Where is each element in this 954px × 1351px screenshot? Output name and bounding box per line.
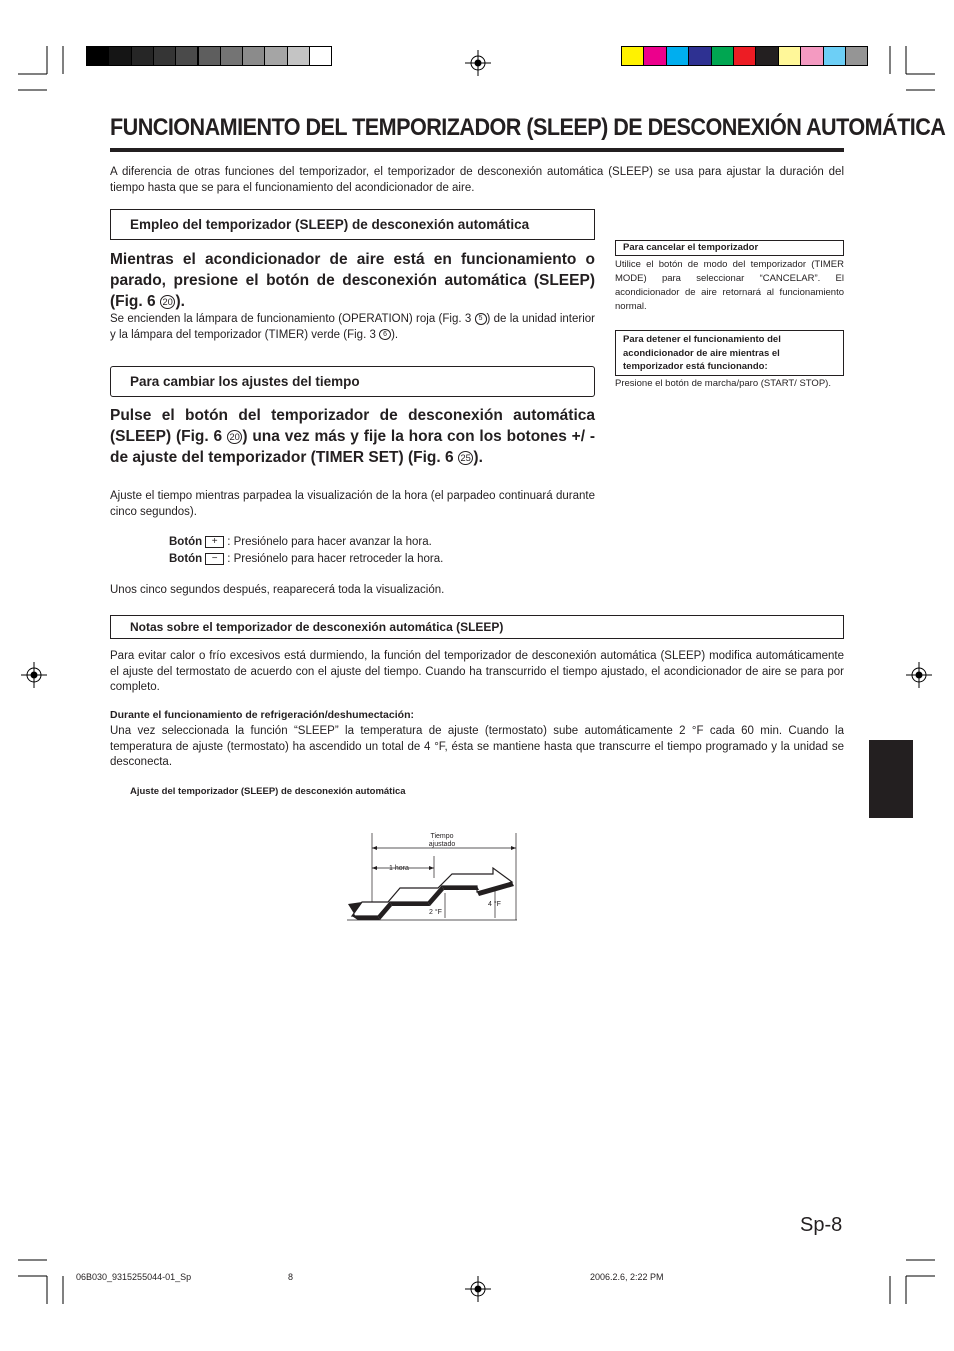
instruction-text: ).: [175, 293, 185, 310]
calibration-swatch: [733, 46, 756, 66]
calibration-swatch: [175, 46, 198, 66]
calibration-swatch: [264, 46, 287, 66]
section-heading-sleep-use: [110, 209, 595, 240]
label-1-hora: 1 hora: [389, 865, 409, 872]
registration-target-icon: [21, 662, 47, 688]
calibration-swatch: [778, 46, 801, 66]
page-number: Sp-8: [800, 1214, 843, 1236]
body-text: Se encienden la lámpara de funcionamiento (OPERATION) roja (Fig. 3: [110, 313, 475, 325]
calibration-swatch: [287, 46, 310, 66]
calibration-swatch: [688, 46, 711, 66]
instruction-text: ) una vez más y fije la hora con los botones +/ - de ajuste del temporizador (TIMER SET) (Fig. 6: [110, 428, 595, 466]
calibration-swatch: [621, 46, 644, 66]
minus-key-icon: −: [205, 553, 224, 565]
cooling-paragraph: Una vez seleccionada la función “SLEEP” la temperatura de ajuste (termostato) sube automáticamente 2 °F cada 60 min. Cuando la temperatura de ajuste (termostato) ha ascendido un total de 4 °F, ésta se mantiene hasta que transcurre el tiempo programado y la unidad se desconecta.: [110, 725, 844, 768]
calibration-swatch: [711, 46, 734, 66]
label-ajustado: ajustado: [428, 841, 456, 848]
registration-target-icon: [465, 1276, 491, 1302]
plus-description: : Presiónelo para hacer avanzar la hora.: [227, 536, 432, 548]
footer-page: 8: [288, 1272, 294, 1282]
sidebar-stop-body: Presione el botón de marcha/paro (START/ STOP).: [615, 378, 831, 389]
calibration-swatch: [309, 46, 332, 66]
lamp-description: [110, 312, 595, 343]
calibration-swatch: [643, 46, 666, 66]
button-label: Botón: [169, 536, 203, 548]
sidebar-heading-text: Para detener el funcionamiento del acondicionador de aire mientras el temporizador está funcionando:: [623, 334, 781, 372]
label-4f: 4 °F: [488, 901, 501, 908]
sidebar-heading-text: Para cancelar el temporizador: [623, 242, 759, 253]
plus-key-icon: +: [205, 536, 224, 548]
section-tab: [869, 740, 913, 818]
calibration-swatch: [666, 46, 689, 66]
figure-caption: Ajuste del temporizador (SLEEP) de desconexión automática: [130, 786, 406, 797]
calibration-swatch: [845, 46, 868, 66]
calibration-swatch: [108, 46, 131, 66]
footer-date: 2006.2.6, 2:22 PM: [590, 1272, 664, 1282]
callout-number: 25: [458, 451, 473, 466]
section-heading-text: Para cambiar los ajustes del tiempo: [130, 374, 360, 389]
callout-number: 5: [475, 313, 487, 324]
body-text: ).: [391, 328, 399, 341]
instruction-text: ).: [473, 449, 483, 466]
label-tiempo: Tiempo: [430, 833, 454, 840]
notes-heading-box: [110, 615, 844, 639]
blink-description: Ajuste el tiempo mientras parpadea la visualización de la hora (el parpadeo continuará durante cinco segundos).: [110, 490, 595, 518]
sidebar-cancel-body: Utilice el botón de modo del temporizador (TIMER MODE) para seleccionar “CANCELAR”. El acondicionador de aire retornará al funcionamiento normal.: [615, 259, 844, 312]
cooling-heading: Durante el funcionamiento de refrigeración/deshumectación:: [110, 709, 414, 721]
sleep-timer-diagram: [340, 828, 525, 928]
title-rule: [110, 148, 844, 152]
intro-paragraph: A diferencia de otras funciones del temporizador, el temporizador de desconexión automática (SLEEP) se usa para ajustar la duración del tiempo hasta que se para el funcionamiento del acondicionador de aire.: [110, 166, 844, 194]
calibration-swatch: [86, 46, 109, 66]
label-2f: 2 °F: [429, 909, 442, 916]
registration-target-icon: [906, 662, 932, 688]
calibration-swatch: [823, 46, 846, 66]
page-title: FUNCIONAMIENTO DEL TEMPORIZADOR (SLEEP) DE DESCONEXIÓN AUTOMÁTICA: [110, 114, 946, 141]
redisplay-note: Unos cinco segundos después, reaparecerá toda la visualización.: [110, 584, 445, 596]
callout-number: 6: [379, 329, 391, 340]
footer-file: 06B030_9315255044-01_Sp: [76, 1272, 192, 1282]
calibration-swatch: [198, 46, 221, 66]
calibration-swatch: [153, 46, 176, 66]
registration-target-icon: [465, 50, 491, 76]
calibration-swatch: [242, 46, 265, 66]
calibration-swatch: [755, 46, 778, 66]
calibration-swatch: [800, 46, 823, 66]
sidebar-cancel-heading: [615, 240, 844, 256]
notes-paragraph: Para evitar calor o frío excesivos está durmiendo, la función del temporizador de desconexión automática (SLEEP) modifica automáticamente el ajuste del termostato de acuerdo con el ajuste del tiempo. Cuando ha transcurrido el tiempo ajustado, el acondicionador de aire se para por completo.: [110, 650, 844, 693]
minus-description: : Presiónelo para hacer retroceder la hora.: [227, 553, 444, 565]
section-heading-change-time: [110, 366, 595, 397]
instruction-press-sleep: [110, 249, 595, 312]
callout-number: 20: [160, 295, 175, 310]
button-label: Botón: [169, 553, 203, 565]
notes-heading-text: Notas sobre el temporizador de desconexión automática (SLEEP): [130, 620, 504, 634]
body-text: ) de la unidad interior y la lámpara del temporizador (TIMER) verde (Fig. 3: [110, 313, 595, 341]
section-heading-text: Empleo del temporizador (SLEEP) de desconexión automática: [130, 217, 530, 232]
sidebar-stop-heading: [615, 330, 844, 376]
instruction-text: Pulse el botón del temporizador de desconexión automática (SLEEP) (Fig. 6: [110, 407, 595, 445]
calibration-swatch: [131, 46, 154, 66]
instruction-change-time: [110, 405, 595, 468]
instruction-text: Mientras el acondicionador de aire está en funcionamiento o parado, presione el botón de desconexión automática (SLEEP) (Fig. 6: [110, 251, 595, 310]
button-minus-row: [169, 552, 443, 568]
calibration-swatch: [220, 46, 243, 66]
callout-number: 20: [227, 430, 242, 445]
button-plus-row: [169, 535, 432, 551]
